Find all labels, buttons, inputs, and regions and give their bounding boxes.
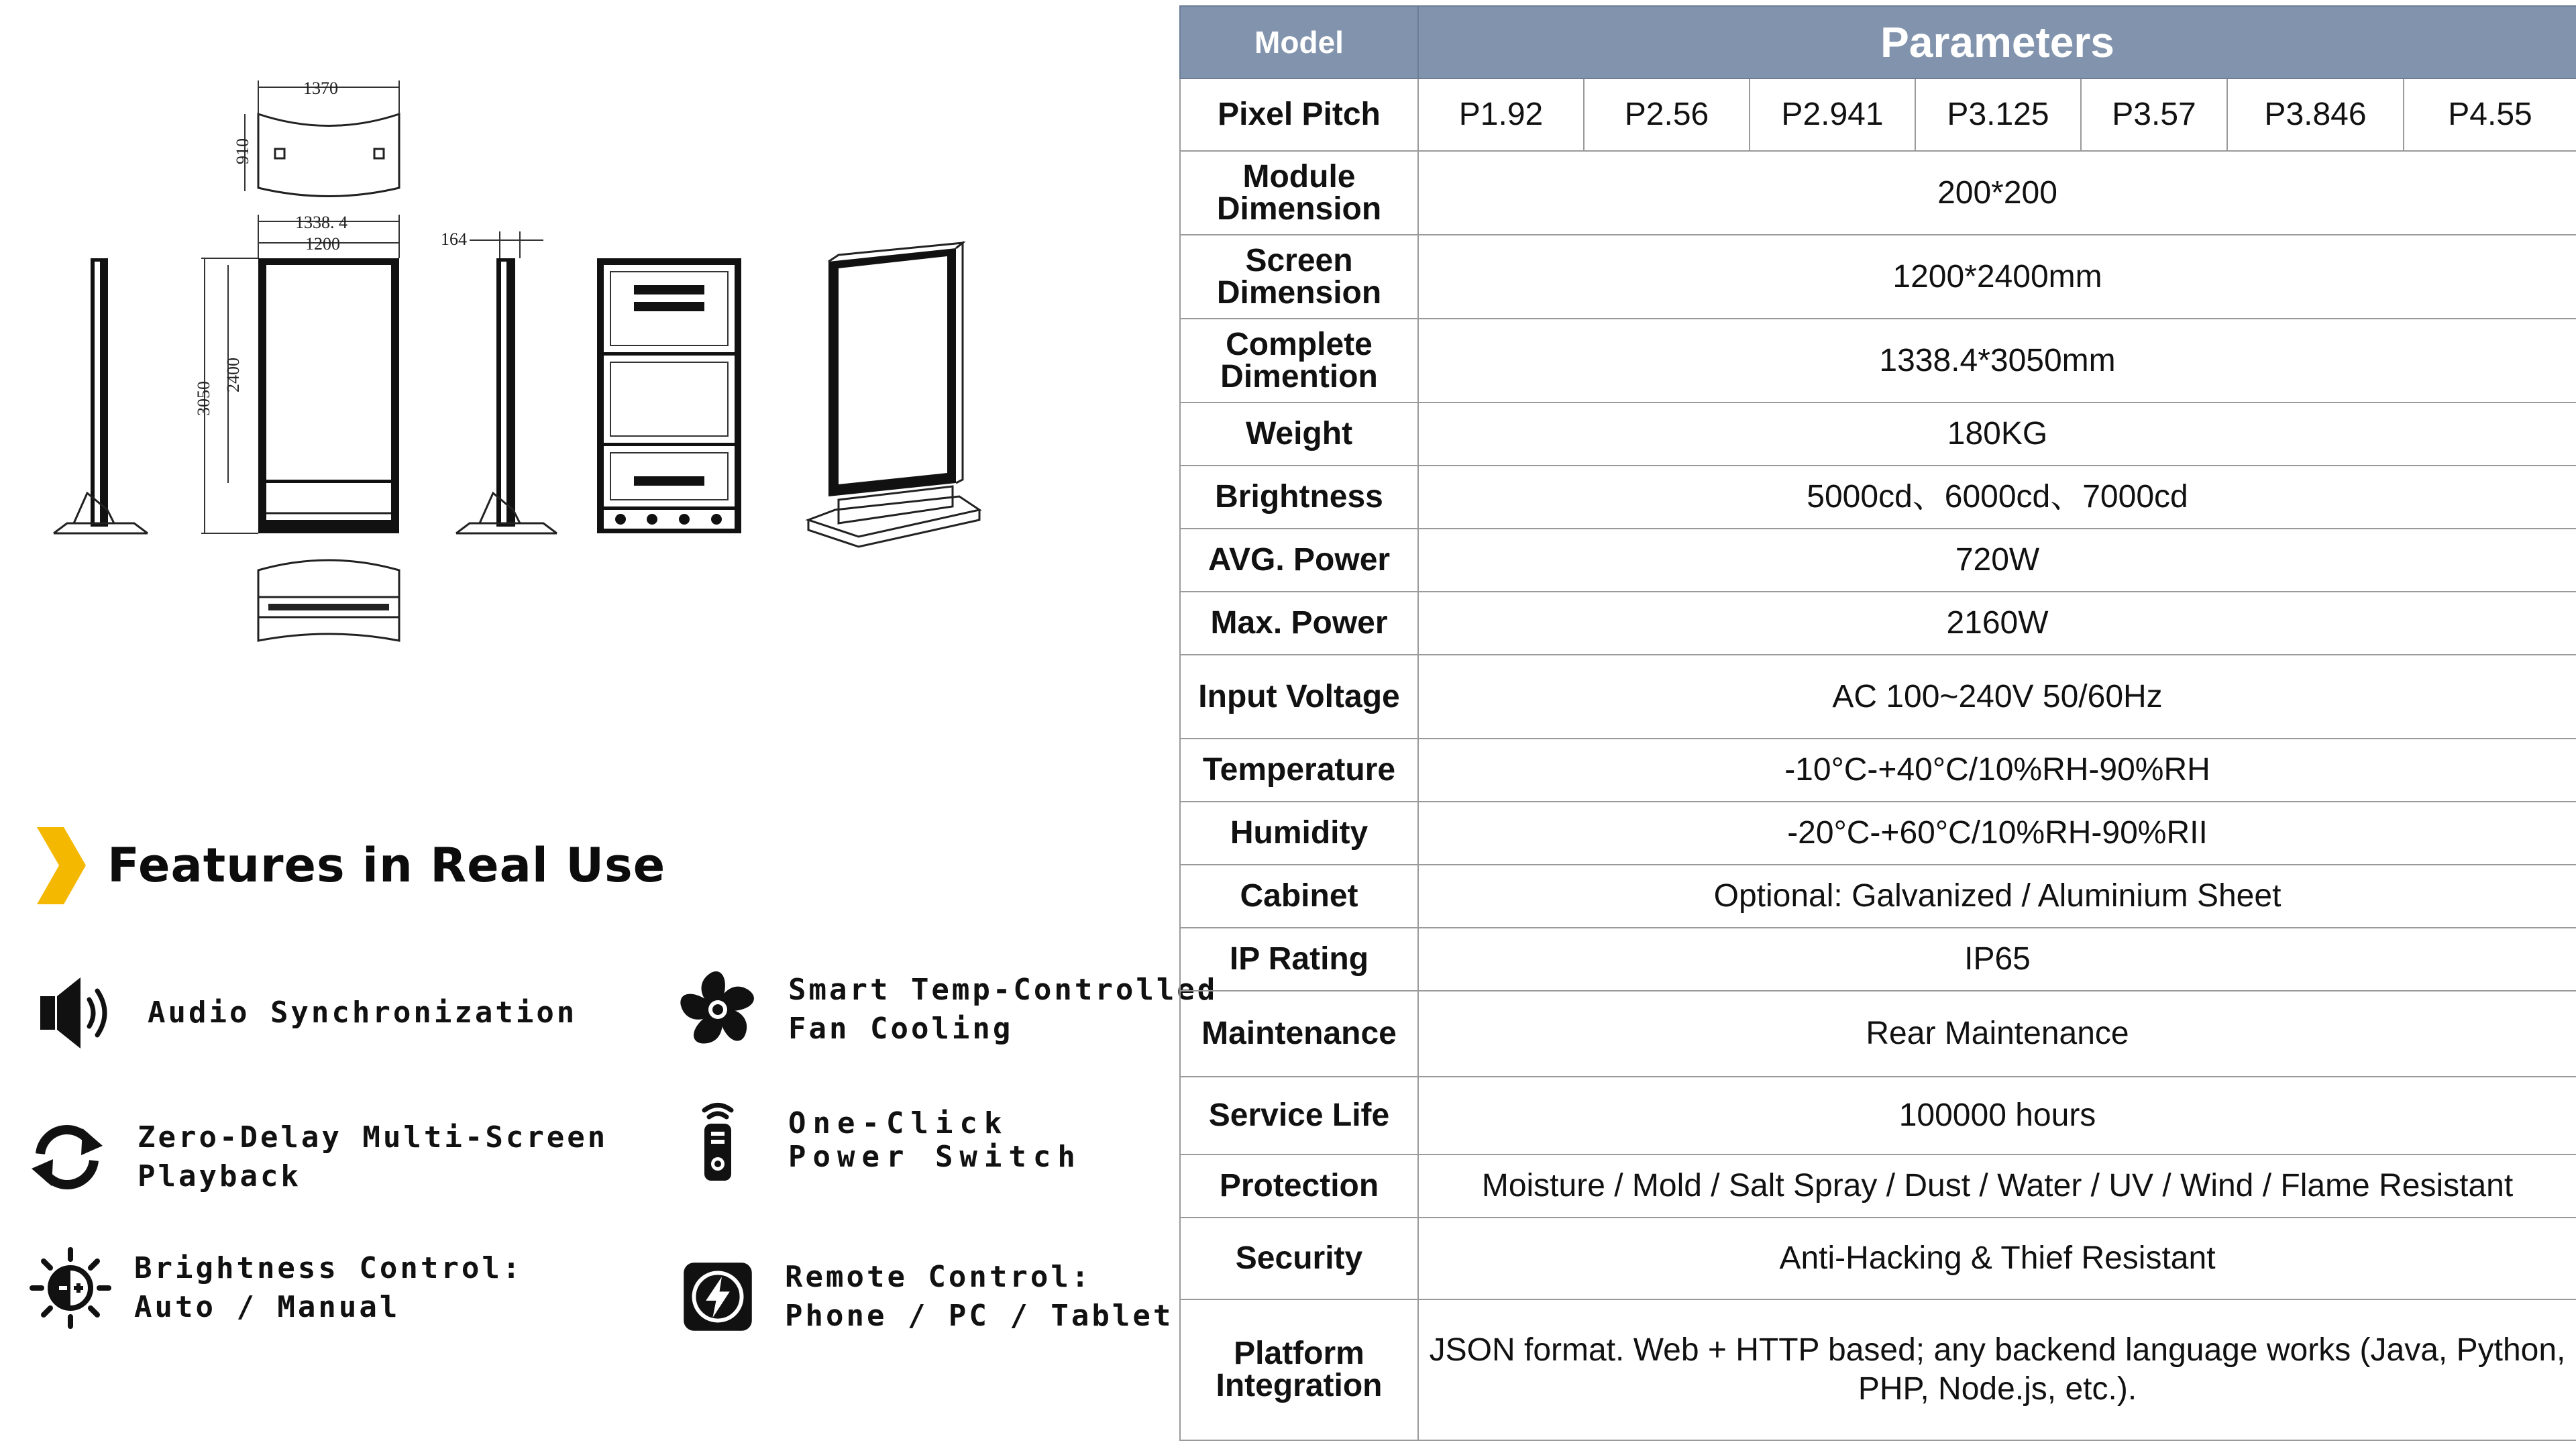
row-label: Humidity [1180,802,1418,865]
table-row [1180,991,2576,1077]
features-heading [34,822,665,909]
table-row [1180,802,2576,865]
row-value: 720W [1418,529,2576,592]
pixel-pitch-cell: P1.92 [1418,78,1584,151]
row-label: Input Voltage [1180,655,1418,739]
feature-label: Audio Synchronization [148,996,578,1030]
dimension-drawing-svg [0,0,1181,805]
row-label: Brightness [1180,466,1418,529]
dim-top-depth: 910 [233,138,252,164]
table-row [1180,1299,2576,1440]
table-row [1180,402,2576,466]
speaker-icon [30,969,117,1057]
feature-audio-sync [30,969,577,1057]
dim-inner-width: 1200 [305,234,340,254]
features-title: Features in Real Use [107,838,666,893]
table-row [1180,1077,2576,1155]
remote-icon [674,1097,761,1184]
row-value: Moisture / Mold / Salt Spray / Dust / Water / UV / Wind / Flame Resistant [1418,1155,2576,1218]
parameters-header: Parameters [1418,6,2576,78]
feature-label: Smart Temp-Controlled Fan Cooling [788,973,1218,1046]
table-row [1180,865,2576,928]
fan-icon [674,966,761,1053]
row-value: AC 100~240V 50/60Hz [1418,655,2576,739]
side-view-left [54,258,148,533]
bottom-view-drawing [258,560,399,641]
row-value: 2160W [1418,592,2576,655]
chevron-right-icon [34,827,87,904]
row-label: Protection [1180,1155,1418,1218]
top-view-drawing [233,78,399,197]
dim-top-width: 1370 [303,78,338,98]
row-label: Screen Dimension [1180,235,1418,319]
row-value: Optional: Galvanized / Aluminium Sheet [1418,865,2576,928]
row-value: 5000cd、6000cd、7000cd [1418,466,2576,529]
feature-label: One-Click Power Switch [788,1106,1082,1174]
feature-brightness-control [27,1244,523,1332]
row-label: IP Rating [1180,928,1418,991]
row-value: 1338.4*3050mm [1418,319,2576,402]
row-value: IP65 [1418,928,2576,991]
table-row [1180,1218,2576,1299]
row-value: -10°C-+40°C/10%RH-90%RH [1418,739,2576,802]
pixel-pitch-cell: P3.125 [1915,78,2081,151]
feature-fan-cooling [674,966,1218,1053]
table-row [1180,655,2576,739]
row-value: -20°C-+60°C/10%RH-90%RII [1418,802,2576,865]
table-row [1180,529,2576,592]
pixel-pitch-cell: P2.941 [1750,78,1915,151]
row-label: AVG. Power [1180,529,1418,592]
table-header-row [1180,6,2576,78]
row-label: Maintenance [1180,991,1418,1077]
sync-arrows-icon [23,1114,111,1201]
table-row [1180,319,2576,402]
row-label: Cabinet [1180,865,1418,928]
perspective-view-drawing [808,243,979,547]
row-label: Temperature [1180,739,1418,802]
rear-view-drawing [597,258,741,533]
pixel-pitch-cell: P4.55 [2404,78,2576,151]
row-value: Rear Maintenance [1418,991,2576,1077]
dim-screen-height: 2400 [223,358,243,392]
side-view-right [441,229,557,533]
lightning-icon [681,1260,755,1334]
table-row [1180,151,2576,235]
row-value: Anti-Hacking & Thief Resistant [1418,1218,2576,1299]
feature-multi-screen-playback [23,1114,608,1201]
row-value: 100000 hours [1418,1077,2576,1155]
table-row [1180,235,2576,319]
row-label: Max. Power [1180,592,1418,655]
table-row [1180,466,2576,529]
row-value: JSON format. Web + HTTP based; any backend language works (Java, Python, PHP, Node.js, etc.). [1418,1299,2576,1440]
row-value: 200*200 [1418,151,2576,235]
feature-label: Zero-Delay Multi-Screen Playback [138,1120,608,1193]
table-row [1180,739,2576,802]
technical-drawings [0,0,1181,805]
feature-label: Brightness Control: Auto / Manual [134,1251,523,1324]
table-row [1180,928,2576,991]
pixel-pitch-row [1180,78,2576,151]
feature-one-click-power [674,1097,1082,1184]
row-label: Complete Dimention [1180,319,1418,402]
pixel-pitch-cell: P3.846 [2227,78,2404,151]
pixel-pitch-cell: P2.56 [1584,78,1750,151]
front-view-drawing [194,213,399,533]
pixel-pitch-cell: P3.57 [2081,78,2227,151]
row-label: Pixel Pitch [1180,78,1418,151]
row-label: Service Life [1180,1077,1418,1155]
model-header: Model [1180,6,1418,78]
table-row [1180,1155,2576,1218]
table-row [1180,592,2576,655]
specifications-table [1179,5,2576,1441]
feature-label: Remote Control: Phone / PC / Tablet [785,1260,1174,1333]
row-label: Weight [1180,402,1418,466]
dim-total-height: 3050 [194,381,213,416]
feature-remote-control [681,1258,1173,1336]
row-label: Platform Integration [1180,1299,1418,1440]
row-label: Security [1180,1218,1418,1299]
row-value: 180KG [1418,402,2576,466]
brightness-icon [27,1244,114,1332]
dim-side-depth: 164 [441,229,467,249]
row-value: 1200*2400mm [1418,235,2576,319]
row-label: Module Dimension [1180,151,1418,235]
dim-outer-width: 1338. 4 [295,213,347,232]
